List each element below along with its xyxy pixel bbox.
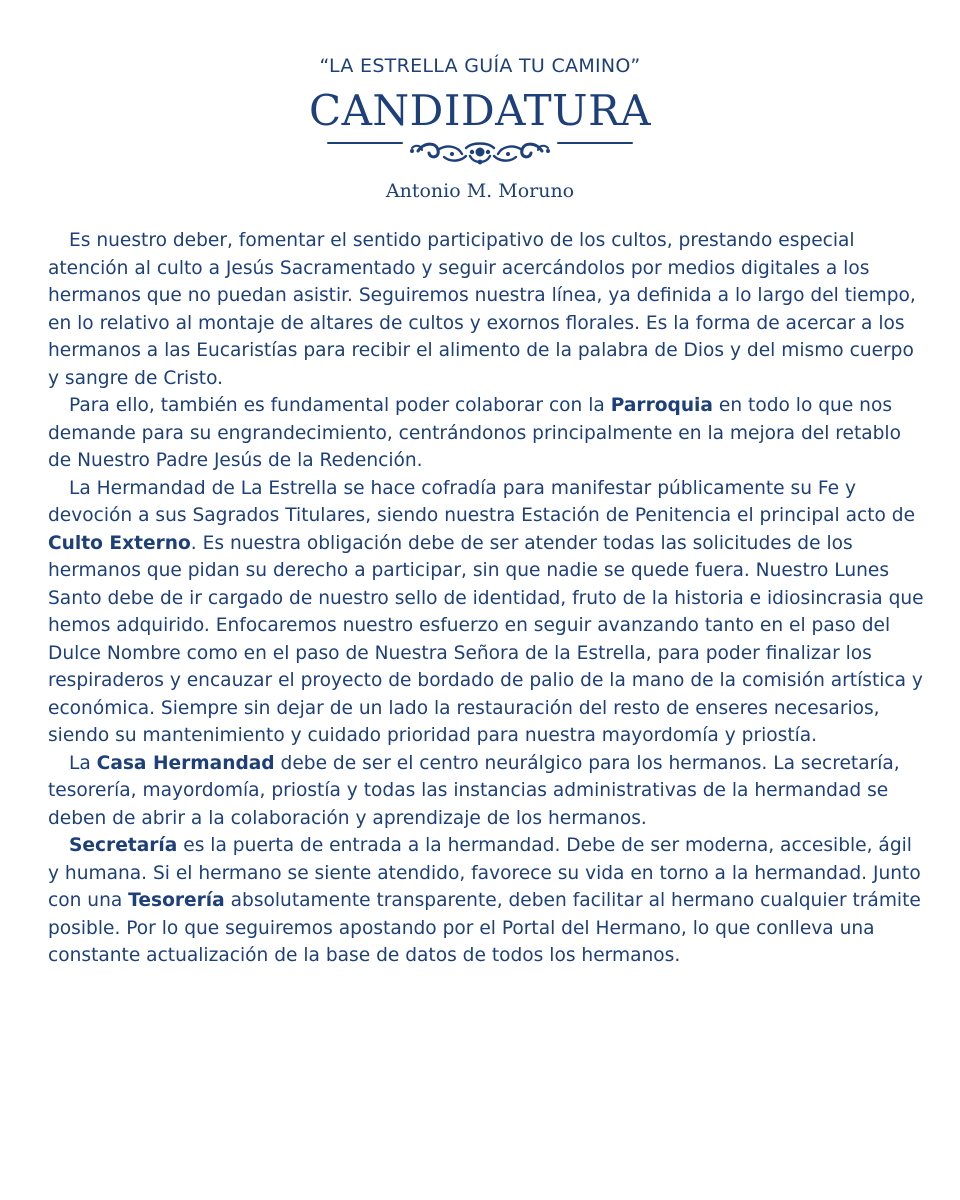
paragraph-text: La Hermandad de La Estrella se hace cofradía para manifestar públicamente su Fe y devoción a sus Sagrados Titulares, siendo nuestra Estación de Penitencia el principal acto de <box>48 477 916 526</box>
paragraph-text: en todo lo que nos demande para su engrandecimiento, centrándonos principalmente en la mejora del retablo de Nuestro Padre Jesús de la Redención. <box>48 395 901 471</box>
paragraph-text: Es nuestro deber, fomentar el sentido participativo de los cultos, prestando especial atención al culto a Jesús Sacramentado y seguir acercándolos por medios digitales a los hermanos que no puedan asistir. Seguiremos nuestra línea, ya definida a lo largo del tiempo, en lo relativo al montaje de altares de cultos y exornos florales. Es la forma de acercar a los hermanos a las Eucaristías para recibir el alimento de la palabra de Dios y del mismo cuerpo y sangre de Cristo. <box>48 230 916 389</box>
candidate-name: Antonio M. Moruno <box>385 180 575 202</box>
paragraph-4 <box>48 750 926 833</box>
paragraph-5 <box>48 832 926 970</box>
paragraph-text: La <box>69 752 97 774</box>
bold-term-casa-hermandad: Casa Hermandad <box>96 752 275 774</box>
bold-term-parroquia: Parroquia <box>610 395 713 416</box>
bold-term-tesoreria: Tesorería <box>128 890 225 911</box>
bold-term-culto-externo: Culto Externo <box>48 532 191 554</box>
page-title: CANDIDATURA <box>308 86 652 135</box>
floral-scroll-divider-icon <box>326 134 634 170</box>
paragraph-text: Para ello, también es fundamental poder colaborar con la <box>69 395 611 416</box>
paragraph-text: es la puerta de entrada a la hermandad. Debe de ser moderna, accesible, ágil y humana. Si el hermano se siente atendido, favorece su vida en torno a la hermandad. Junto con una <box>48 835 921 911</box>
body-text <box>48 227 926 970</box>
paragraph-text: debe de ser el centro neurálgico para los hermanos. La secretaría, tesorería, mayordomía, priostía y todas las instancias administrativas de la hermandad se deben de abrir a la colaboración y aprendizaje de los hermanos. <box>48 752 900 829</box>
paragraph-3 <box>48 475 926 750</box>
paragraph-2 <box>48 392 926 475</box>
slogan: “LA ESTRELLA GUÍA TU CAMINO” <box>319 55 641 77</box>
paragraph-text: . Es nuestra obligación debe de ser atender todas las solicitudes de los hermanos que pidan su derecho a participar, sin que nadie se quede fuera. Nuestro Lunes Santo debe de ir cargado de nuestro sello de identidad, fruto de la historia e idiosincrasia que hemos adquirido. Enfocaremos nuestro esfuerzo en seguir avanzando tanto en el paso del Dulce Nombre como en el paso de Nuestra Señora de la Estrella, para poder finalizar los respiraderos y encauzar el proyecto de bordado de palio de la mano de la comisión artística y económica. Siempre sin dejar de un lado la restauración del resto de enseres necesarios, siendo su mantenimiento y cuidado prioridad para nuestra mayordomía y priostía. <box>48 532 924 746</box>
paragraph-1 <box>48 227 926 392</box>
paragraph-text: absolutamente transparente, deben facilitar al hermano cualquier trámite posible. Por lo que seguiremos apostando por el Portal del Hermano, lo que conlleva una constante actualización de la base de datos de todos los hermanos. <box>48 890 921 966</box>
bold-term-secretaria: Secretaría <box>69 835 178 856</box>
